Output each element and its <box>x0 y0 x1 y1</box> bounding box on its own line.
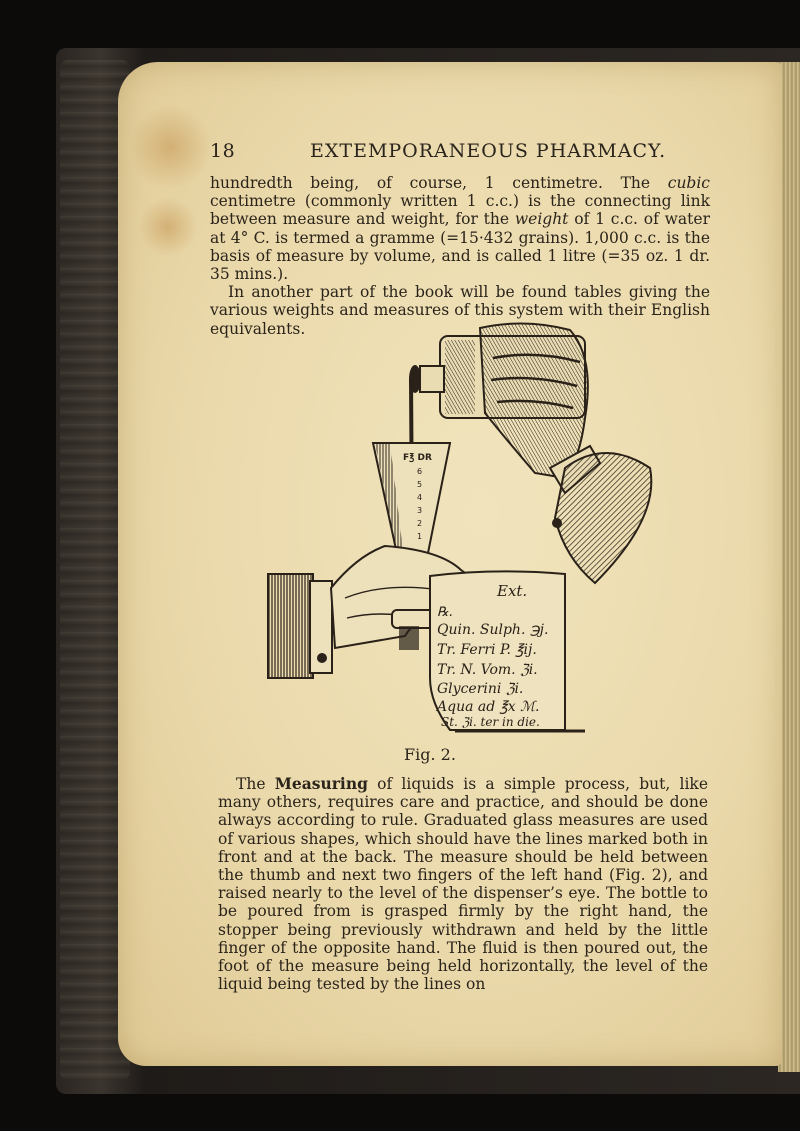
rx-line: Tr. N. Vom. ℨi. <box>437 662 538 678</box>
glass-mark: 6 <box>417 467 423 476</box>
paragraph-tables: In another part of the book will be found tables giving the various weights and measures of this system with their English equivalents. <box>210 283 710 338</box>
figure-caption: Fig. 2. <box>404 745 456 764</box>
glass-mark: 3 <box>417 506 423 515</box>
paragraph-measuring: The Measuring of liquids is a simple process, but, like many others, requires care and practice, and should be done always according to rule. Graduated glass measures are used of various shapes, which should have the lines marked both in front and at the back. The measure should be held between the thumb and next two fingers of the left hand (Fig. 2), and raised nearly to the level of the dispenser’s eye. The bottle to be poured from is grasped firmly by the right hand, the stopper being previously withdrawn and held by the little finger of the opposite hand. The fluid is then poured out, the foot of the measure being held horizontally, the level of the liquid being tested by the lines on <box>218 774 708 994</box>
emphasis-weight: weight <box>514 210 569 229</box>
glass-mark: 1 <box>417 532 423 541</box>
glass-mark: 2 <box>417 519 423 528</box>
rx-line: Aqua ad ℥x ℳ. <box>437 699 540 715</box>
glass-mark: 5 <box>417 480 423 489</box>
page-header <box>210 138 710 168</box>
prescription-label <box>430 571 585 731</box>
paragraph-units: hundredth being, of course, 1 centimetre. The cubic centimetre (commonly written 1 c.c.) is the connecting link between measure and weight, for the weight of 1 c.c. of water at 4° C. is termed a gramme (=15·432 grains). 1,000 c.c. is the basis of measure by volume, and is called 1 litre (=35 oz. 1 dr. 35 mins.). In another part of the book will be found tables giving the various weights and measures of this system with their English equivalents. <box>210 174 710 338</box>
rx-line: Quin. Sulph. ℈j. <box>437 622 549 638</box>
running-head: EXTEMPORANEOUS PHARMACY. <box>310 140 667 162</box>
page-stain <box>130 102 210 192</box>
rx-heading: Ext. <box>497 582 528 600</box>
rx-line: St. ℨi. ter in die. <box>441 715 540 729</box>
emphasis-cubic: cubic <box>667 174 710 192</box>
page-stain <box>138 197 198 257</box>
rx-line: Tr. Ferri P. ℥ij. <box>437 642 537 658</box>
right-hand <box>480 323 651 583</box>
rx-symbol: ℞. <box>437 605 453 620</box>
rx-line: Glycerini ℨi. <box>437 681 524 697</box>
figure-measuring-illustration <box>265 318 660 743</box>
bold-term-measuring: Measuring <box>274 774 368 793</box>
page-number: 18 <box>210 140 236 162</box>
glass-label: F℥ DR <box>403 453 432 463</box>
glass-mark: 4 <box>417 493 423 502</box>
